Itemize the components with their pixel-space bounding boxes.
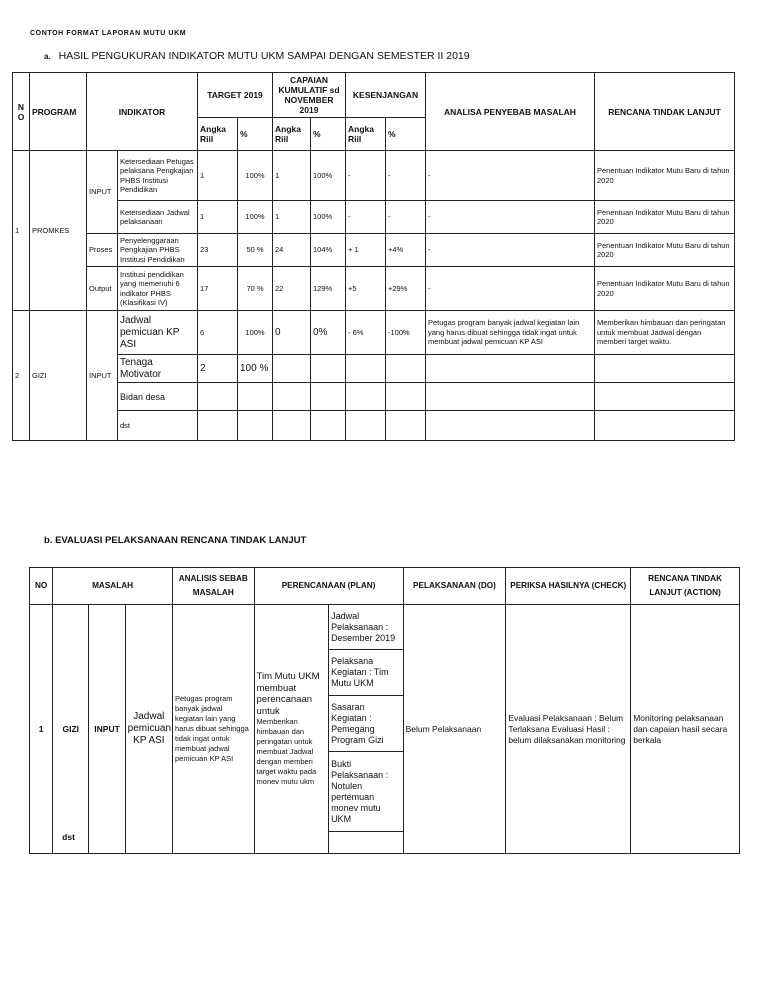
row-capaian-angka: 22	[273, 267, 311, 311]
row-capaian-pct	[311, 355, 346, 383]
row-category: INPUT	[89, 605, 125, 854]
row-target-pct: 50 %	[238, 234, 273, 267]
row-kesenjangan-pct: -	[386, 201, 426, 234]
row-target-pct: 100%	[238, 201, 273, 234]
row-no: 2	[13, 311, 30, 441]
row-target-angka: 17	[198, 267, 238, 311]
row-kesenjangan-pct: +4%	[386, 234, 426, 267]
row-indikator: Jadwal pemicuan KP ASI	[118, 311, 198, 355]
table-row	[13, 267, 735, 311]
row-category: INPUT	[87, 311, 118, 441]
row-program: PROMKES	[30, 151, 87, 311]
row-dst: dst	[62, 832, 75, 842]
header-capaian-pct: %	[311, 118, 346, 151]
section-a-title: HASIL PENGUKURAN INDIKATOR MUTU UKM SAMPAI DENGAN SEMESTER II 2019	[58, 50, 470, 62]
row-analisa	[426, 411, 595, 441]
table-row	[13, 411, 735, 441]
row-kesenjangan-angka: + 1	[346, 234, 386, 267]
row-indikator: Ketersediaan Jadwal pelaksanaan	[118, 201, 198, 234]
row-analisa: -	[426, 201, 595, 234]
header-capaian: CAPAIAN KUMULATIF sd NOVEMBER 2019	[273, 73, 346, 118]
header-masalah: MASALAH	[53, 568, 173, 605]
row-capaian-pct: 104%	[311, 234, 346, 267]
row-capaian-pct	[311, 411, 346, 441]
row-indikator: Tenaga Motivator	[118, 355, 198, 383]
row-capaian-pct: 100%	[311, 201, 346, 234]
header-target-angka: Angka Riil	[198, 118, 238, 151]
row-analisa: Petugas program banyak jadwal kegiatan lain yang harus dibuat sehingga tidak ingat untuk membuat jadwal pemicuan KP ASI	[426, 311, 595, 355]
header-kesenjangan-angka: Angka Riil	[346, 118, 386, 151]
table-row	[13, 383, 735, 411]
row-kesenjangan-angka: +5	[346, 267, 386, 311]
row-plan-main	[254, 605, 329, 854]
header-target: TARGET 2019	[198, 73, 273, 118]
row-rencana	[595, 355, 735, 383]
row-target-pct: 100%	[238, 311, 273, 355]
header-capaian-angka: Angka Riil	[273, 118, 311, 151]
row-rencana: Penentuan Indikator Mutu Baru di tahun 2020	[595, 267, 735, 311]
header-do: PELAKSANAAN (DO)	[403, 568, 506, 605]
row-do: Belum Pelaksanaan	[403, 605, 506, 854]
plan-main-text: Tim Mutu UKM membuat perencanaan untuk	[256, 671, 320, 717]
row-kesenjangan-pct	[386, 383, 426, 411]
row-category: Proses	[87, 234, 118, 267]
row-target-pct	[238, 411, 273, 441]
row-target-angka: 23	[198, 234, 238, 267]
row-target-angka: 1	[198, 151, 238, 201]
header-rencana: RENCANA TINDAK LANJUT	[595, 73, 735, 151]
row-category: INPUT	[87, 151, 118, 234]
row-indikator: Institusi pendidikan yang memenuhi 6 indikator PHBS (Klasifikasi IV)	[118, 267, 198, 311]
plan-item: Bukti Pelaksanaan : Notulen pertemuan monev mutu UKM	[329, 752, 404, 832]
row-kesenjangan-pct: +29%	[386, 267, 426, 311]
row-rencana: Memberikan himbauan dan peringatan untuk membuat Jadwal dengan memberi target waktu.	[595, 311, 735, 355]
row-target-pct: 70 %	[238, 267, 273, 311]
row-capaian-pct: 129%	[311, 267, 346, 311]
header-plan: PERENCANAAN (PLAN)	[254, 568, 403, 605]
row-analisa	[426, 383, 595, 411]
header-analisa: ANALISA PENYEBAB MASALAH	[426, 73, 595, 151]
row-analisa: -	[426, 267, 595, 311]
plan-item: Pelaksana Kegiatan : Tim Mutu UKM	[329, 650, 404, 696]
header-action: RENCANA TINDAK LANJUT (ACTION)	[631, 568, 740, 605]
plan-item-empty	[329, 832, 404, 854]
header-check: PERIKSA HASILNYA (CHECK)	[506, 568, 631, 605]
row-capaian-angka: 1	[273, 151, 311, 201]
row-kesenjangan-pct	[386, 411, 426, 441]
row-target-pct: 100 %	[238, 355, 273, 383]
row-indikator: dst	[118, 411, 198, 441]
row-capaian-angka	[273, 411, 311, 441]
row-target-angka: 2	[198, 355, 238, 383]
row-capaian-pct	[311, 383, 346, 411]
row-target-pct	[238, 383, 273, 411]
row-target-pct: 100%	[238, 151, 273, 201]
row-target-angka	[198, 411, 238, 441]
row-rencana: Penentuan Indikator Mutu Baru di tahun 2020	[595, 151, 735, 201]
row-kesenjangan-angka: - 6%	[346, 311, 386, 355]
row-capaian-angka: 1	[273, 201, 311, 234]
row-indikator: Penyelenggaraan Pengkajian PHBS Institusi Pendidikan	[118, 234, 198, 267]
row-action: Monitoring pelaksanaan dan capaian hasil secara berkala	[631, 605, 740, 854]
table-row	[30, 605, 740, 650]
row-no: 1	[30, 605, 53, 854]
row-kesenjangan-angka: -	[346, 151, 386, 201]
row-capaian-pct: 100%	[311, 151, 346, 201]
header-kesenjangan: KESENJANGAN	[346, 73, 426, 118]
row-rencana: Penentuan Indikator Mutu Baru di tahun 2020	[595, 234, 735, 267]
table-row	[13, 355, 735, 383]
plan-item: Sasaran Kegiatan : Pemegang Program Gizi	[329, 696, 404, 752]
header-target-pct: %	[238, 118, 273, 151]
row-no: 1	[13, 151, 30, 311]
row-kesenjangan-angka: -	[346, 201, 386, 234]
table-row	[13, 234, 735, 267]
header-program: PROGRAM	[30, 73, 87, 151]
header-indikator: INDIKATOR	[87, 73, 198, 151]
section-b-heading: b. EVALUASI PELAKSANAAN RENCANA TINDAK LANJUT	[44, 535, 307, 546]
row-analisa: -	[426, 151, 595, 201]
header-kesenjangan-pct: %	[386, 118, 426, 151]
table-row	[13, 151, 735, 201]
section-a-marker: a.	[44, 52, 51, 61]
row-indikator: Ketersediaan Petugas pelaksana Pengkajian PHBS Institusi Pendidikan	[118, 151, 198, 201]
row-kesenjangan-angka	[346, 411, 386, 441]
section-a-heading	[44, 50, 470, 62]
evaluation-table	[29, 567, 740, 854]
row-capaian-angka	[273, 355, 311, 383]
row-kesenjangan-angka	[346, 355, 386, 383]
row-rencana: Penentuan Indikator Mutu Baru di tahun 2020	[595, 201, 735, 234]
row-check: Evaluasi Pelaksanaan : Belum Terlaksana Evaluasi Hasil : belum dilaksanakan monitoring	[506, 605, 631, 854]
plan-item: Jadwal Pelaksanaan : Desember 2019	[329, 605, 404, 650]
table-row	[13, 201, 735, 234]
row-category: Output	[87, 267, 118, 311]
row-capaian-angka: 24	[273, 234, 311, 267]
row-capaian-pct: 0%	[311, 311, 346, 355]
row-kesenjangan-pct: -100%	[386, 311, 426, 355]
row-capaian-angka	[273, 383, 311, 411]
header-no: N O	[13, 73, 30, 151]
plan-sub-text: Memberikan himbauan dan peringatan untuk membuat Jadwal dengan memberi target waktu pada monev mutu ukm	[256, 717, 317, 786]
row-rencana	[595, 411, 735, 441]
header-no: NO	[30, 568, 53, 605]
row-program	[53, 605, 89, 854]
table-row	[13, 311, 735, 355]
row-analisis: Petugas program banyak jadwal kegiatan lain yang harus dibuat sehingga tidak ingat untuk membuat jadwal pemicuan KP ASI	[172, 605, 254, 854]
row-kesenjangan-pct	[386, 355, 426, 383]
row-kesenjangan-pct: -	[386, 151, 426, 201]
row-masalah: Jadwal pemicuan KP ASI	[125, 605, 172, 854]
row-analisa: -	[426, 234, 595, 267]
row-capaian-angka: 0	[273, 311, 311, 355]
header-analisis: ANALISIS SEBAB MASALAH	[172, 568, 254, 605]
document-title: CONTOH FORMAT LAPORAN MUTU UKM	[30, 30, 187, 37]
row-kesenjangan-angka	[346, 383, 386, 411]
indicator-table	[12, 72, 735, 441]
row-target-angka	[198, 383, 238, 411]
row-program-label: GIZI	[62, 723, 80, 734]
row-program: GIZI	[30, 311, 87, 441]
row-target-angka: 1	[198, 201, 238, 234]
row-analisa	[426, 355, 595, 383]
row-rencana	[595, 383, 735, 411]
row-indikator: Bidan desa	[118, 383, 198, 411]
row-target-angka: 6	[198, 311, 238, 355]
